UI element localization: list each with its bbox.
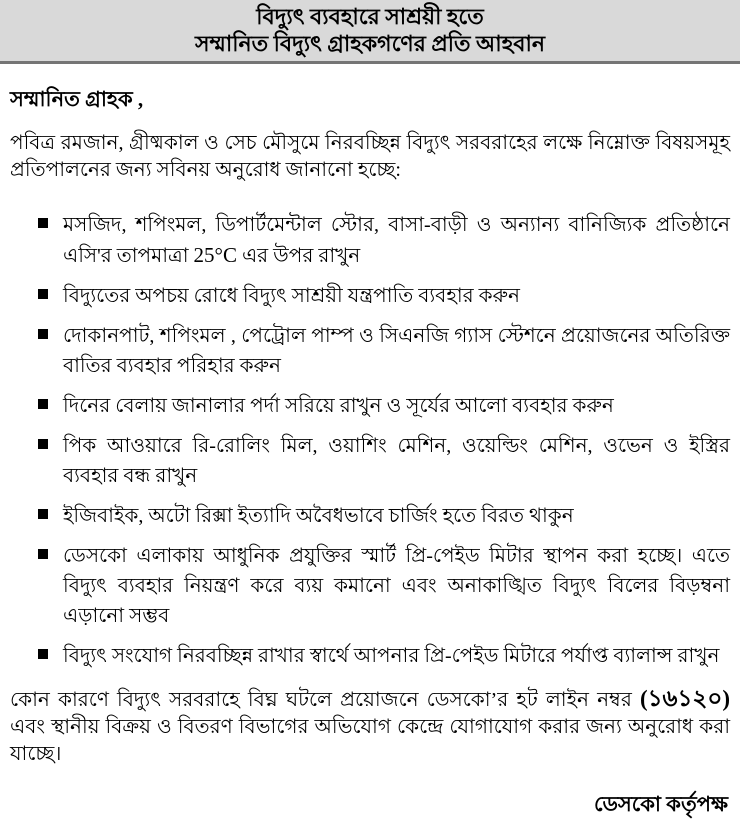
list-item: [38, 281, 730, 311]
bullet-text-post: এর উপর রাখুন: [236, 245, 361, 267]
bullet-text: বিদ্যুৎ সংযোগ নিরবচ্ছিন্ন রাখার স্বার্থে আপনার প্রি-পেইড মিটারে পর্যাপ্ত ব্যালান্স রাখুন: [63, 645, 720, 667]
bullet-text: দোকানপাট, শপিংমল , পেট্রোল পাম্প ও সিএনজি গ্যাস স্টেশনে প্রয়োজনের অতিরিক্ত বাতির ব্যবহার পরিহার করুন: [63, 325, 730, 377]
hotline-number: (১৬১২০): [639, 686, 730, 711]
list-item: [38, 391, 730, 421]
signature-text: ডেসকো কর্তৃপক্ষ: [593, 792, 728, 816]
square-bullet-icon: [38, 399, 48, 409]
notice-body: [0, 86, 740, 823]
bullet-text: ডেসকো এলাকায় আধুনিক প্রযুক্তির স্মার্ট প্রি-পেইড মিটার স্থাপন করা হচ্ছে। এতে বিদ্যুৎ ব্যবহার নিয়ন্ত্রণ করে ব্যয় কমানো এবং অনাকাঙ্খিত বিদ্যুৎ বিলের বিড়ম্বনা এড়ানো সম্ভব: [63, 545, 730, 627]
list-item: [38, 431, 730, 491]
square-bullet-icon: [38, 649, 48, 659]
notice-header-banner: [0, 0, 740, 64]
list-item: [38, 501, 730, 531]
square-bullet-icon: [38, 218, 48, 228]
square-bullet-icon: [38, 329, 48, 339]
square-bullet-icon: [38, 509, 48, 519]
bullet-text: পিক আওয়ারে রি-রোলিং মিল, ওয়াশিং মেশিন, ওয়েল্ডিং মেশিন, ওভেন ও ইস্ত্রির ব্যবহার বন্ধ রাখুন: [63, 435, 730, 487]
header-title-line2: সম্মানিত বিদ্যুৎ গ্রাহকগণের প্রতি আহবান: [194, 31, 546, 56]
list-item: [38, 541, 730, 631]
list-item: [38, 641, 730, 671]
bullet-text: ইজিবাইক, অটো রিক্সা ইত্যাদি অবৈধভাবে চার্জিং হতে বিরত থাকুন: [63, 505, 574, 527]
bullet-text: [63, 210, 730, 271]
bullet-text: দিনের বেলায় জানালার পর্দা সরিয়ে রাখুন ও সূর্যের আলো ব্যবহার করুন: [63, 395, 614, 417]
closing-text-pre: কোন কারণে বিদ্যুৎ সরবরাহে বিঘ্ন ঘটলে প্রয়োজনে ডেসকো’র হট লাইন নম্বর: [10, 689, 640, 711]
closing-text-post: এবং স্থানীয় বিক্রয় ও বিতরণ বিভাগের অভিযোগ কেন্দ্রে যোগাযোগ করার জন্য অনুরোধ করা যাচ্ছে।: [10, 716, 730, 765]
list-item: [38, 210, 730, 271]
bullet-text-pre: মসজিদ, শপিংমল, ডিপার্টমেন্টাল স্টোর, বাসা-বাড়ী ও অন্যান্য বানিজ্যিক প্রতিষ্ঠানে এসি'র তাপমাত্রা: [63, 214, 730, 267]
closing-paragraph: [10, 685, 730, 768]
temperature-value: 25°C: [193, 243, 237, 267]
advice-bullet-list: [10, 210, 730, 671]
header-title-line1: বিদ্যুৎ ব্যবহারে সাশ্রয়ী হতে: [256, 4, 484, 29]
square-bullet-icon: [38, 549, 48, 559]
intro-paragraph: পবিত্র রমজান, গ্রীষ্মকাল ও সেচ মৌসুমে নিরবচ্ছিন্ন বিদ্যুৎ সরবরাহের লক্ষে নিম্নোক্ত বিষয়সমূহ প্রতিপালনের জন্য সবিনয় অনুরোধ জানানো হচ্ছে:: [10, 132, 730, 181]
square-bullet-icon: [38, 439, 48, 449]
salutation-text: সম্মানিত গ্রাহক ,: [10, 87, 144, 111]
square-bullet-icon: [38, 289, 48, 299]
list-item: [38, 321, 730, 381]
bullet-text: বিদ্যুতের অপচয় রোধে বিদ্যুৎ সাশ্রয়ী যন্ত্রপাতি ব্যবহার করুন: [63, 285, 520, 307]
